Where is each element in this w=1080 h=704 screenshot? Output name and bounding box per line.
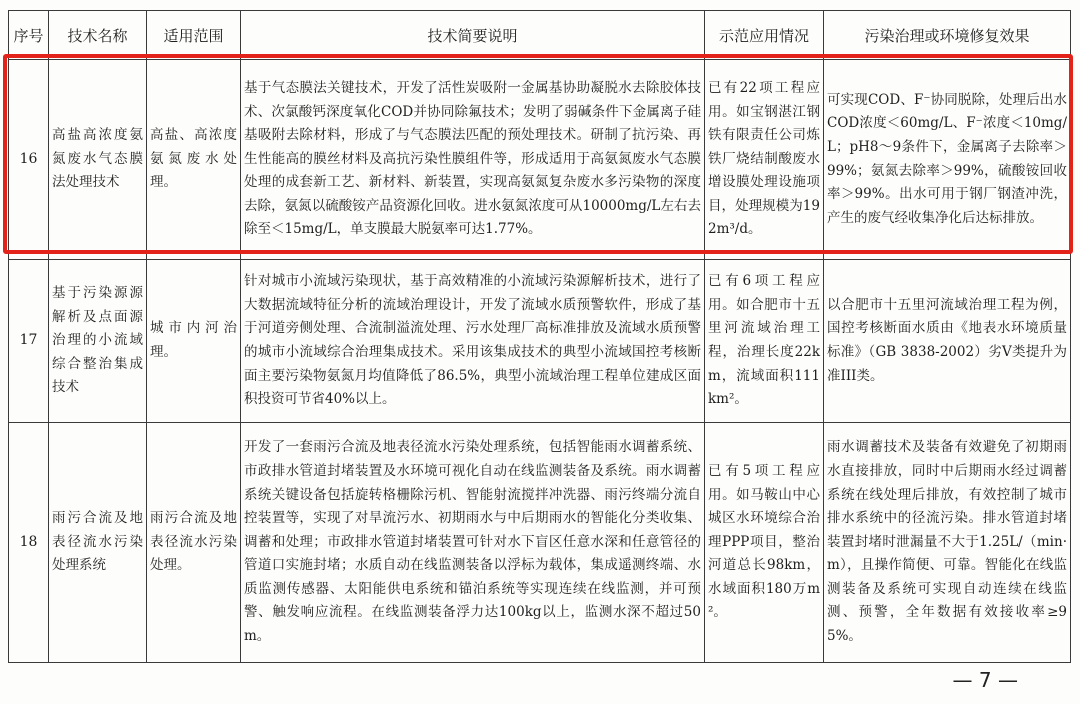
row-effect: 雨水调蓄技术及装备有效避免了初期雨水直接排放，同时中后期雨水经过调蓄系统在线处理后排放，有效控制了城市排水系统中的径流污染。排水管道封堵装置封堵时泄漏量不大于1.25L/（min·m），且操作简便、可靠。智能化在线监测装备及系统可实现自动连续在线监测、预警，全年数据有效接收率≥95%。	[824, 423, 1071, 663]
row-tech-name: 高盐高浓度氨氮废水气态膜法处理技术	[49, 60, 147, 260]
row-application: 已有6项工程应用。如合肥市十五里河流域治理工程，治理长度22km，流域面积111km²。	[705, 260, 824, 423]
row-effect: 以合肥市十五里河流域治理工程为例，国控考核断面水质由《地表水环境质量标准》（GB 3838-2002）劣V类提升为准III类。	[824, 260, 1071, 423]
row-tech-name: 雨污合流及地表径流水污染处理系统	[49, 423, 147, 663]
row-application: 已有22项工程应用。如宝钢湛江钢铁有限责任公司炼铁厂烧结制酸废水增设膜处理设施项目，处理规模为192m³/d。	[705, 60, 824, 260]
row-description: 针对城市小流域污染现状，基于高效精准的小流域污染源解析技术，进行了大数据流域特征分析的流域治理设计，开发了流域水质预警软件，形成了基于河道旁侧处理、合流制溢流处理、污水处理厂高标准排放及流域水质预警的城市小流域综合治理集成技术。采用该集成技术的典型小流域国控考核断面主要污染物氨氮月均值降低了86.5%，典型小流域治理工程单位建成区面积投资可节省40%以上。	[241, 260, 705, 423]
table-row	[9, 260, 1071, 423]
row-scope: 城市内河治理。	[147, 260, 241, 423]
header-scope: 适用范围	[147, 11, 241, 60]
row-seq: 17	[9, 260, 49, 423]
page-number: — 7 —	[952, 668, 1018, 692]
row-seq: 18	[9, 423, 49, 663]
row-description: 基于气态膜法关键技术，开发了活性炭吸附一金属基协助凝脱水去除胶体技术、次氯酸钙深度氧化COD并协同除氟技术；发明了弱碱条件下金属离子硅基吸附去除材料，形成了与气态膜法匹配的预处理技术。研制了抗污染、再生性能高的膜丝材料及高抗污染性膜组件等，形成适用于高氨氮废水气态膜处理的成套新工艺、新材料、新装置，实现高氨氮复杂废水多污染物的深度去除，氨氮以硫酸铵产品资源化回收。进水氨氮浓度可从10000mg/L左右去除至＜15mg/L，单支膜最大脱氨率可达1.77%。	[241, 60, 705, 260]
header-effect: 污染治理或环境修复效果	[824, 11, 1071, 60]
table-header-row	[9, 11, 1071, 60]
row-description: 开发了一套雨污合流及地表径流水污染处理系统，包括智能雨水调蓄系统、市政排水管道封堵装置及水环境可视化自动在线监测装备及系统。雨水调蓄系统关键设备包括旋转格栅除污机、智能射流搅拌冲洗器、雨污终端分流自控装置等，实现了对旱流污水、初期雨水与中后期雨水的智能化分类收集、调蓄和处理；市政排水管道封堵装置可针对水下盲区任意水深和任意管径的管道口实施封堵；水质自动在线监测装备以浮标为载体，集成遥测终端、水质监测传感器、太阳能供电系统和锚泊系统等实现连续在线监测，并可预警、触发响应流程。在线监测装备浮力达100kg以上，监测水深不超过50m。	[241, 423, 705, 663]
highlight-box	[3, 54, 1073, 254]
row-scope: 高盐、高浓度氨氮废水处理。	[147, 60, 241, 260]
row-effect: 可实现COD、F⁻协同脱除，处理后出水COD浓度＜60mg/L、F⁻浓度＜10mg/L；pH8～9条件下，金属离子去除率＞99%；氨氮去除率＞99%，硫酸铵回收率＞99%。出水可用于钢厂钢渣冲洗，产生的废气经收集净化后达标排放。	[824, 60, 1071, 260]
header-description: 技术简要说明	[241, 11, 705, 60]
table-row	[9, 423, 1071, 663]
header-seq: 序号	[9, 11, 49, 60]
row-application: 已有5项工程应用。如马鞍山中心城区水环境综合治理PPP项目，整治河道总长98km，水域面积180万m²。	[705, 423, 824, 663]
header-tech-name: 技术名称	[49, 11, 147, 60]
row-tech-name: 基于污染源源解析及点面源治理的小流域综合整治集成技术	[49, 260, 147, 423]
row-scope: 雨污合流及地表径流水污染处理。	[147, 423, 241, 663]
header-application: 示范应用情况	[705, 11, 824, 60]
row-seq: 16	[9, 60, 49, 260]
